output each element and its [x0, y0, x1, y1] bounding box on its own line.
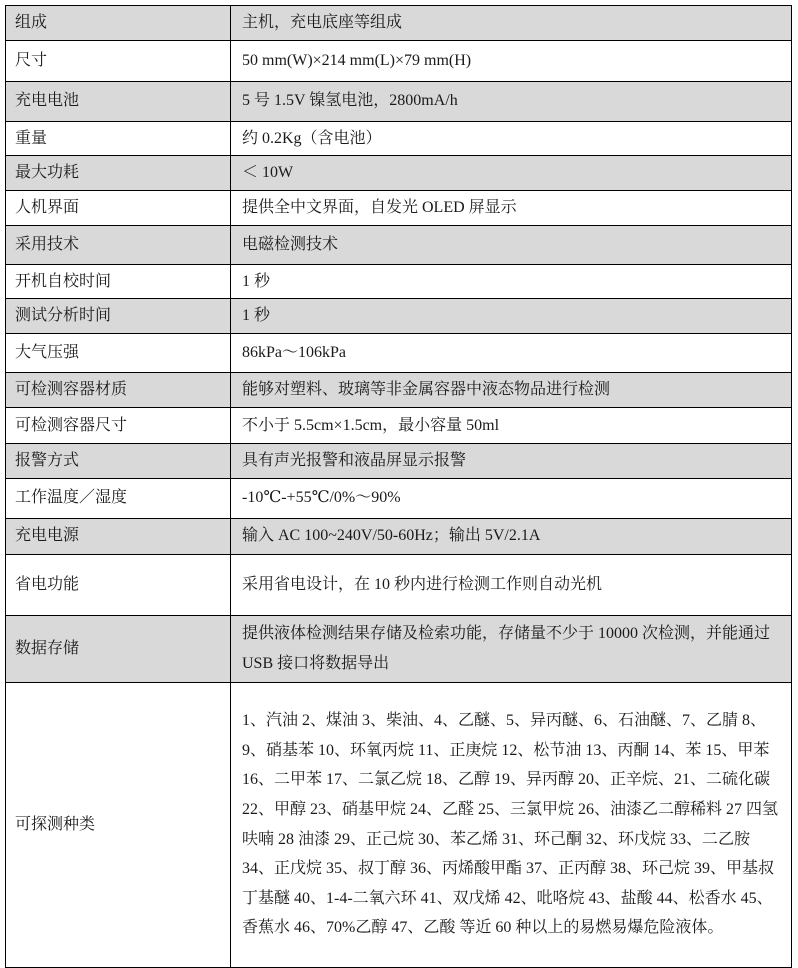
table-row — [6, 408, 791, 444]
row-value: 电磁检测技术 — [242, 235, 339, 253]
row-label: 开机自校时间 — [15, 272, 112, 290]
table-row — [6, 444, 791, 479]
row-value-cell — [231, 191, 791, 225]
row-value-cell — [231, 226, 791, 264]
table-row — [6, 156, 791, 191]
row-label-cell — [6, 122, 231, 156]
row-label: 可检测容器尺寸 — [15, 416, 128, 434]
specification-table — [5, 5, 792, 968]
row-label: 省电功能 — [15, 575, 80, 593]
row-value-cell — [231, 122, 791, 156]
table-row — [6, 82, 791, 122]
row-value: 不小于 5.5cm×1.5cm，最小容量 50ml — [242, 416, 500, 434]
table-row — [6, 226, 791, 265]
row-value: 1、汽油 2、煤油 3、柴油、4、乙醚、5、异丙醚、6、石油醚、7、乙腈 8、9、硝基苯 10、环氧丙烷 11、正庚烷 12、松节油 13、丙酮 14、苯 15、甲苯 16、二甲苯 17、二氯乙烷 18、乙醇 19、异丙醇 20、正辛烷、21、二硫化碳 22、甲醇 23、硝基甲烷 24、乙醛 25、三氯甲烷 26、油漆乙二醇稀料 27 四氢呋喃 28 油漆 29、正己烷 30、苯乙烯 31、环己酮 32、环戊烷 33、二乙胺 34、正戊烷 35、叔丁醇 36、丙烯酸甲酯 37、正丙醇 38、环己烷 39、甲基叔丁基醚 40、1-4-二氧六环 41、双戊烯 42、吡咯烷 43、盐酸 44、松香水 45、香蕉水 46、70%乙醇 47、乙酸 等近 60 种以上的易燃易爆危险液体。 — [242, 712, 779, 937]
row-label: 充电电源 — [15, 527, 80, 545]
row-label-cell — [6, 616, 231, 682]
row-value: 86kPa～106kPa — [242, 344, 347, 362]
row-label: 测试分析时间 — [15, 307, 112, 325]
row-label: 报警方式 — [15, 451, 80, 469]
row-label: 尺寸 — [15, 51, 48, 69]
row-label: 采用技术 — [15, 235, 80, 253]
row-label-cell — [6, 6, 231, 40]
table-row — [6, 555, 791, 616]
row-value-cell — [231, 82, 791, 121]
row-label-cell — [6, 299, 231, 333]
table-row — [6, 519, 791, 555]
row-label-cell — [6, 265, 231, 299]
row-label: 最大功耗 — [15, 164, 80, 182]
row-label-cell — [6, 334, 231, 372]
row-value-cell — [231, 479, 791, 518]
row-value-cell — [231, 616, 791, 682]
row-label: 重量 — [15, 129, 48, 147]
table-row — [6, 191, 791, 226]
table-row — [6, 334, 791, 373]
row-value-cell — [231, 444, 791, 478]
row-value-cell — [231, 408, 791, 443]
table-row — [6, 683, 791, 967]
row-label: 人机界面 — [15, 198, 80, 216]
table-row — [6, 41, 791, 82]
row-label: 组成 — [15, 14, 48, 31]
row-label-cell — [6, 444, 231, 478]
row-label-cell — [6, 408, 231, 443]
row-label: 工作温度／湿度 — [15, 489, 128, 507]
row-label: 大气压强 — [15, 344, 80, 362]
row-value-cell — [231, 683, 791, 967]
row-value: -10℃-+55℃/0%～90% — [242, 489, 401, 507]
table-row — [6, 122, 791, 157]
row-label-cell — [6, 226, 231, 264]
row-label: 数据存储 — [15, 639, 80, 657]
row-value: 1 秒 — [242, 307, 271, 325]
row-value-cell — [231, 373, 791, 407]
row-label-cell — [6, 156, 231, 190]
row-value: 约 0.2Kg（含电池） — [242, 129, 382, 147]
row-value-cell — [231, 156, 791, 190]
row-label-cell — [6, 479, 231, 518]
row-value-cell — [231, 519, 791, 554]
row-value-cell — [231, 299, 791, 333]
table-row — [6, 373, 791, 408]
row-value: 输入 AC 100~240V/50-60Hz；输出 5V/2.1A — [242, 527, 541, 545]
row-value: 采用省电设计，在 10 秒内进行检测工作则自动光机 — [242, 575, 603, 593]
row-label: 可检测容器材质 — [15, 381, 128, 399]
row-value-cell — [231, 41, 791, 81]
row-label: 充电电池 — [15, 92, 80, 110]
table-row — [6, 265, 791, 300]
row-label-cell — [6, 683, 231, 967]
row-label: 可探测种类 — [15, 815, 96, 833]
row-value: 具有声光报警和液晶屏显示报警 — [242, 451, 467, 469]
row-value: 5 号 1.5V 镍氢电池，2800mA/h — [242, 92, 458, 110]
row-value: 1 秒 — [242, 272, 271, 290]
row-value-cell — [231, 265, 791, 299]
row-value: 提供液体检测结果存储及检索功能，存储量不少于 10000 次检测，并能通过 USB 接口将数据导出 — [242, 624, 771, 672]
row-label-cell — [6, 41, 231, 81]
row-label-cell — [6, 191, 231, 225]
row-label-cell — [6, 555, 231, 615]
row-value: 提供全中文界面，自发光 OLED 屏显示 — [242, 198, 517, 216]
table-row — [6, 299, 791, 334]
row-label-cell — [6, 82, 231, 121]
table-row — [6, 616, 791, 683]
row-value: 50 mm(W)×214 mm(L)×79 mm(H) — [242, 51, 472, 69]
row-label-cell — [6, 373, 231, 407]
row-value: 能够对塑料、玻璃等非金属容器中液态物品进行检测 — [242, 381, 611, 399]
row-value-cell — [231, 555, 791, 615]
row-value: 主机，充电底座等组成 — [242, 14, 403, 31]
table-row — [6, 6, 791, 41]
row-value-cell — [231, 334, 791, 372]
row-label-cell — [6, 519, 231, 554]
table-row — [6, 479, 791, 519]
row-value: ＜ 10W — [242, 164, 294, 182]
row-value-cell — [231, 6, 791, 40]
